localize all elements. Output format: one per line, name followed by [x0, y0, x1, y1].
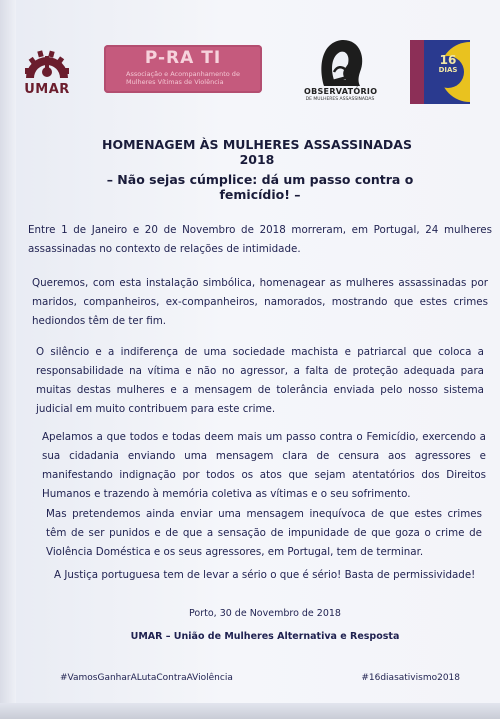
poster-edge [0, 0, 16, 719]
observatorio-logo-subtitle: DE MULHERES ASSASSINADAS [305, 97, 375, 102]
umar-logo [16, 42, 78, 100]
pirati-logo-title: P-RA TI [144, 48, 222, 68]
hashtag-right: #16diasativismo2018 [361, 673, 460, 683]
document-title: HOMENAGEM ÀS MULHERES ASSASSINADAS 2018 [102, 137, 412, 167]
hashtag-left: #VamosGanharALutaContraAViolência [60, 673, 233, 683]
bottom-edge [0, 703, 500, 719]
dias16-number: 16 [439, 53, 457, 67]
dias16-logo [410, 40, 470, 104]
pirati-logo-subtitle: Associação e Acompanhamento de Mulheres Vítimas de Violência [126, 70, 240, 86]
umar-logo-text: UMAR [24, 82, 70, 97]
paragraph-5: Mas pretendemos ainda enviar uma mensagem inequívoca de que estes crimes têm de ser punidos e de que a sensação de impunidade de que goza o crime de Violência Doméstica e os seus agressores, em Portugal, tem de terminar. [46, 508, 482, 558]
paragraph-2: Queremos, com esta instalação simbólica, homenagear as mulheres assassinadas por maridos, companheiros, ex-companheiros, namorados, mostrando que estes crimes hediondos têm de ter fim. [32, 277, 488, 327]
organization-line: UMAR – União de Mulheres Alternativa e Resposta [130, 631, 400, 642]
date-line: Porto, 30 de Novembro de 2018 [189, 608, 341, 619]
pirati-logo [104, 45, 262, 93]
observatorio-logo [304, 36, 376, 106]
paragraph-4: Apelamos a que todos e todas deem mais um passo contra o Femicídio, exercendo a sua cidadania enviando uma mensagem clara de censura aos agressores e manifestando indignação por todos os atos que sejam atentatórios dos Direitos Humanos e trazendo à memória coletiva as vítimas e o seu sofrimento. [42, 431, 486, 500]
dias16-word: DIAS [438, 66, 458, 74]
dias16-logo-text [428, 54, 468, 75]
document-subtitle: – Não sejas cúmplice: dá um passo contra o femicídio! – [106, 172, 414, 202]
paragraph-1: Entre 1 de Janeiro e 20 de Novembro de 2018 morreram, em Portugal, 24 mulheres assassinadas no contexto de relações de intimidade. [28, 224, 492, 255]
umar-gear-icon [16, 42, 78, 84]
observatorio-logo-title: OBSERVATÓRIO [304, 87, 378, 96]
observatorio-face-icon [304, 36, 376, 88]
paragraph-6: A Justiça portuguesa tem de levar a sério o que é sério! Basta de permissividade! [54, 569, 476, 581]
paragraph-3: O silêncio e a indiferença de uma sociedade machista e patriarcal que coloca a responsabilidade na vítima e não no agressor, a falta de proteção adequada para muitas destas mulheres e a mensagem de tolerância enviada pelo nosso sistema judicial em muito contribuem para este crime. [36, 346, 484, 415]
